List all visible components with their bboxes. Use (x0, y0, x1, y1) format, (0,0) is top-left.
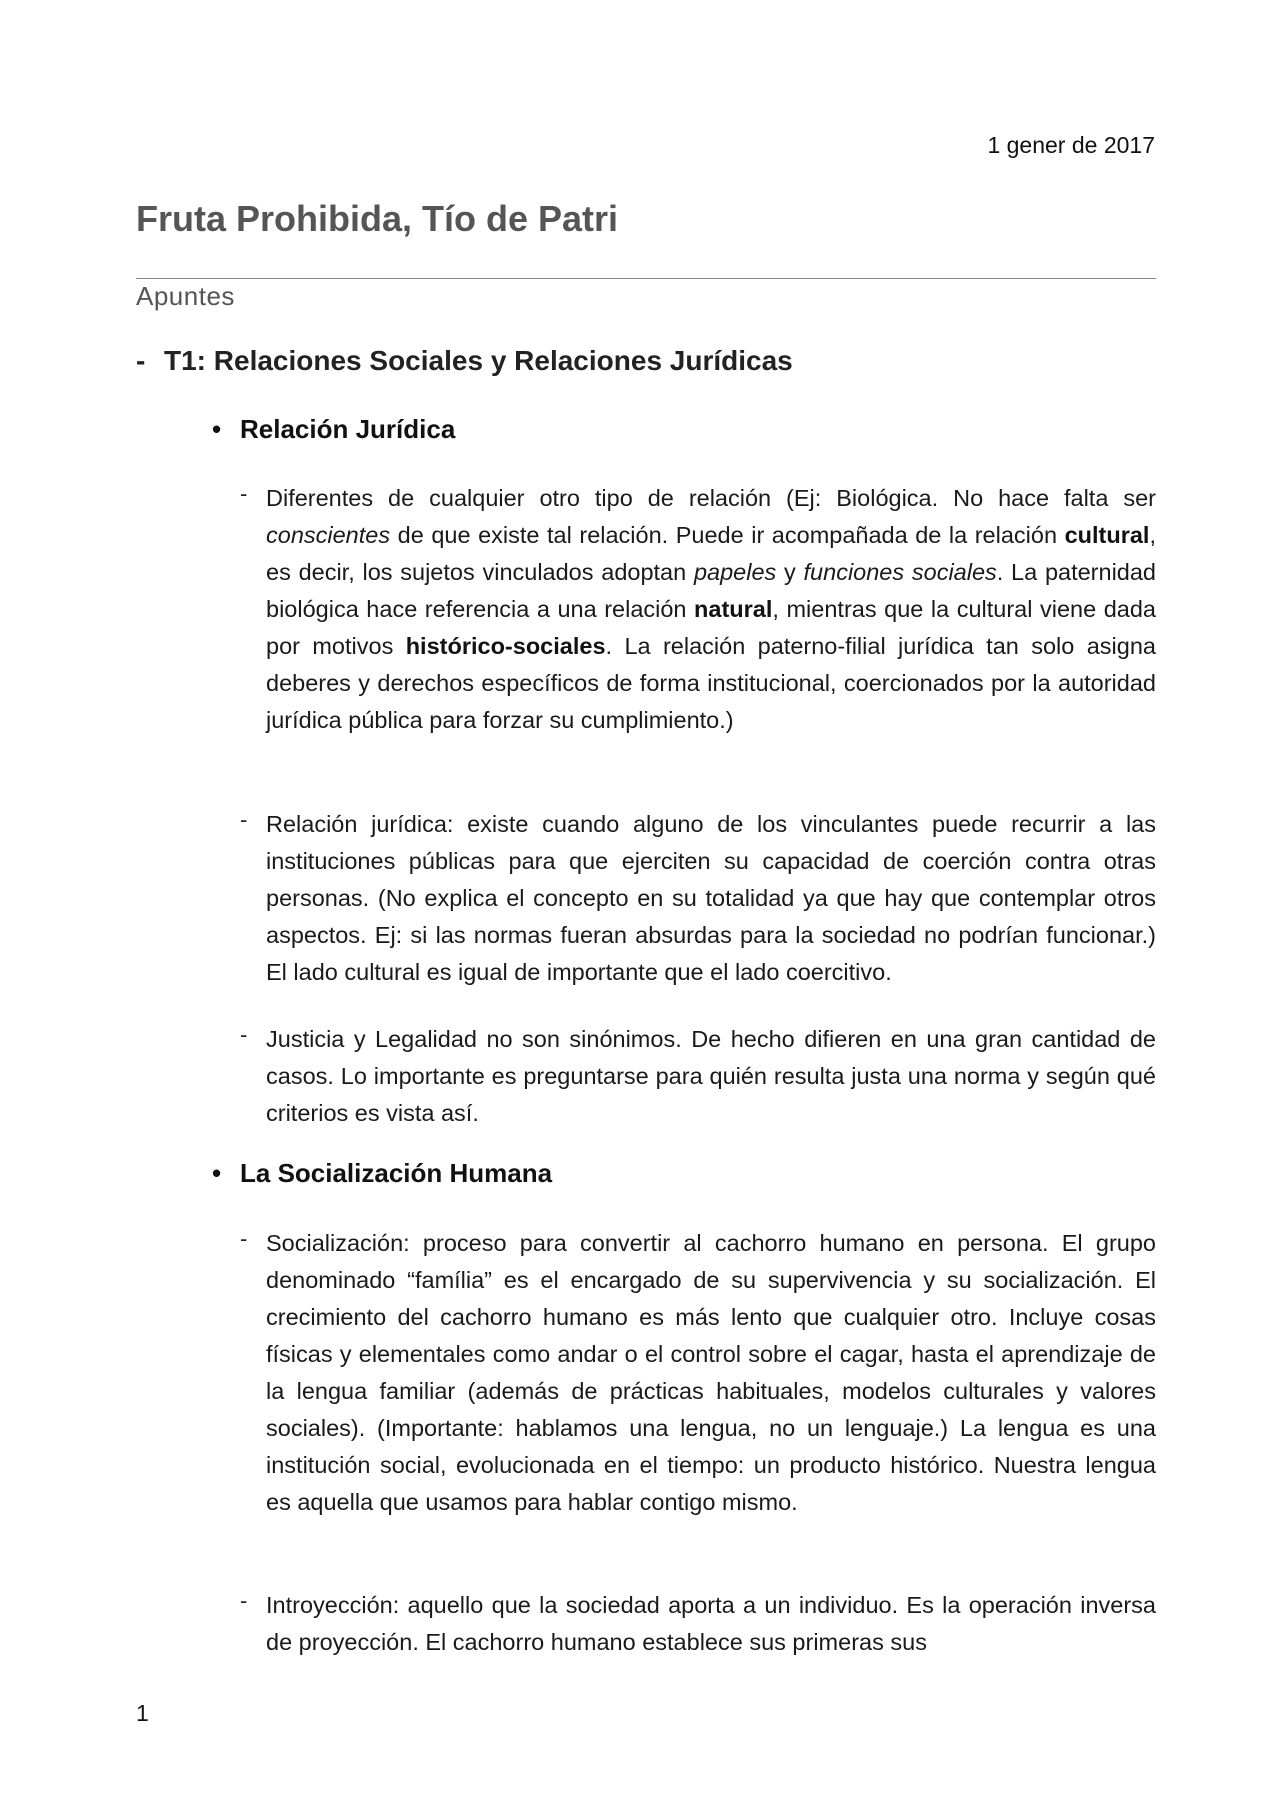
section-title: T1: Relaciones Sociales y Relaciones Jurídicas (164, 345, 793, 376)
bold-term: natural (694, 596, 773, 622)
list-item: Diferentes de cualquier otro tipo de relación (Ej: Biológica. No hace falta ser conscientes de que existe tal relación. Puede ir acompañada de la relación cultural, es decir, los sujetos vinculados adoptan papeles y funciones sociales. La paternidad biológica hace referencia a una relación natural, mientras que la cultural viene dada por motivos histórico-sociales. La relación paterno-filial jurídica tan solo asigna deberes y derechos específicos de forma institucional, coercionados por la autoridad jurídica pública para forzar su cumplimiento.) (266, 485, 1157, 733)
document-date: 1 gener de 2017 (987, 132, 1155, 158)
section-heading (136, 345, 793, 377)
document-title: Fruta Prohibida, Tío de Patri (136, 198, 619, 239)
list-item: Introyección: aquello que la sociedad aporta a un individuo. Es la operación inversa de proyección. El cachorro humano establece sus primeras sus (266, 1592, 1156, 1655)
page-number: 1 (136, 1700, 149, 1726)
bold-term: histórico-sociales (405, 633, 606, 659)
subtitle-rule (136, 278, 1156, 312)
italic-term: conscientes (266, 522, 391, 548)
list-dash: - (240, 1588, 248, 1613)
bold-term: cultural (1064, 522, 1150, 548)
list-dash: - (240, 807, 248, 832)
list-dash: - (240, 1226, 248, 1251)
italic-term: funciones sociales (803, 559, 997, 585)
list-item: Justicia y Legalidad no son sinónimos. De hecho difieren en una gran cantidad de casos. Lo importante es preguntarse para quién resulta justa una norma y según qué criterios es vista así. (266, 1026, 1156, 1126)
bullet-icon: • (212, 414, 222, 444)
italic-term: papeles (693, 559, 777, 585)
subsection-heading-socializacion-humana (212, 1158, 552, 1189)
bullet-icon: • (212, 1158, 222, 1188)
section-dash: - (136, 345, 146, 376)
list-dash: - (240, 481, 248, 506)
list-item: Socialización: proceso para convertir al cachorro humano en persona. El grupo denominado “família” es el encargado de su supervivencia y su socialización. El crecimiento del cachorro humano es más lento que cualquier otro. Incluye cosas físicas y elementales como andar o el control sobre el cagar, hasta el aprendizaje de la lengua familiar (además de prácticas habituales, modelos culturales y valores sociales). (Importante: hablamos una lengua, no un lenguaje.) La lengua es una institución social, evolucionada en el tiempo: un producto histórico. Nuestra lengua es aquella que usamos para hablar contigo mismo. (266, 1230, 1156, 1515)
subsection-heading-relacion-juridica (212, 414, 455, 445)
list-item: Relación jurídica: existe cuando alguno de los vinculantes puede recurrir a las instituciones públicas para que ejerciten su capacidad de coerción contra otras personas. (No explica el concepto en su totalidad ya que hay que contemplar otros aspectos. Ej: si las normas fueran absurdas para la sociedad no podrían funcionar.) El lado cultural es igual de importante que el lado coercitivo. (266, 811, 1156, 985)
list-dash: - (240, 1022, 248, 1047)
subsection-title: Relación Jurídica (240, 414, 456, 444)
document-subtitle: Apuntes (136, 281, 235, 311)
subsection-title: La Socialización Humana (240, 1158, 553, 1188)
